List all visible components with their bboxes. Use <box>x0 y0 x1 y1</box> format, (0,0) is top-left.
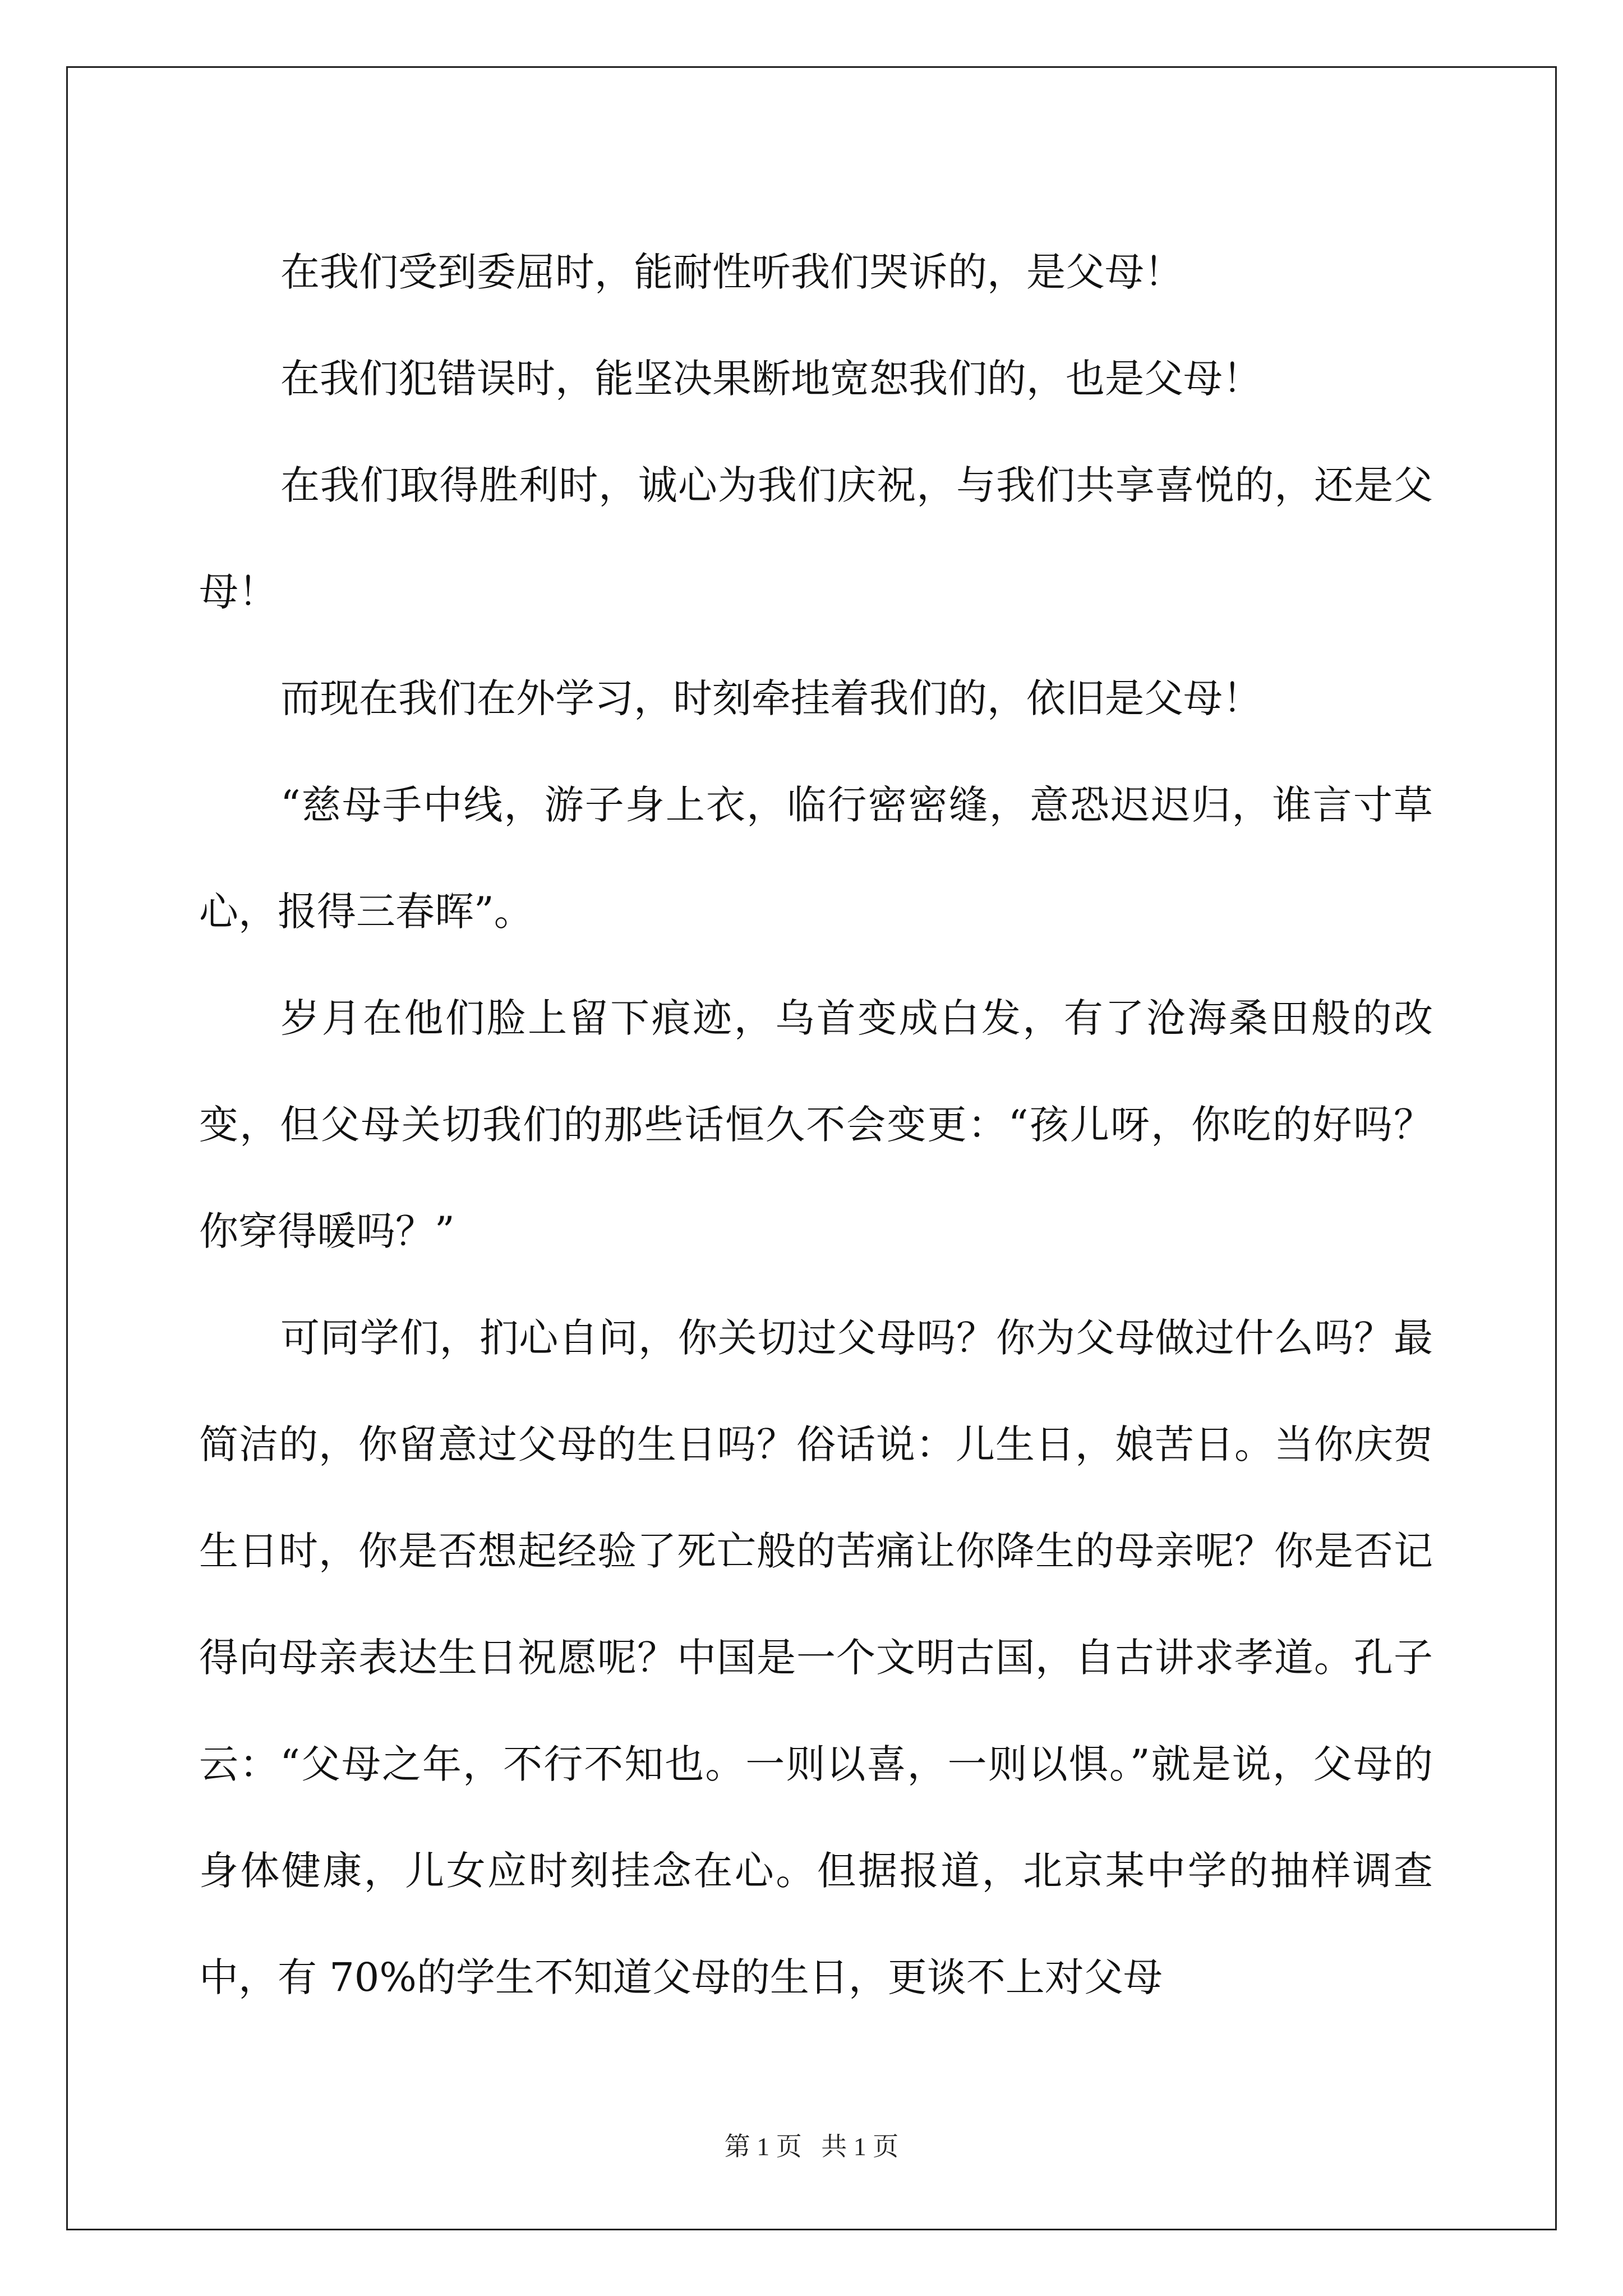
paragraph: 而现在我们在外学习，时刻牵挂着我们的，依旧是父母！ <box>280 675 1262 721</box>
page-number: 第 1 页 <box>724 2132 802 2161</box>
page-total: 共 1 页 <box>821 2132 899 2161</box>
paragraph: “慈母手中线，游子身上衣，临行密密缝，意恐迟迟归，谁言寸草心，报得三春晖”。 <box>199 782 1433 935</box>
paragraph: 在我们受到委屈时，能耐性听我们哭诉的，是父母！ <box>280 249 1183 295</box>
paragraph: 在我们取得胜利时，诚心为我们庆祝，与我们共享喜悦的，还是父母！ <box>199 462 1433 615</box>
paragraph: 岁月在他们脸上留下痕迹，乌首变成白发，有了沧海桑田般的改变，但父母关切我们的那些话恒久不会变更：“孩儿呀，你吃的好吗？你穿得暖吗？” <box>199 995 1433 1254</box>
document-body <box>199 219 1433 2031</box>
paragraph: 可同学们，扪心自问，你关切过父母吗？你为父母做过什么吗？最简洁的，你留意过父母的生日吗？俗话说：儿生日，娘苦日。当你庆贺生日时，你是否想起经验了死亡般的苦痛让你降生的母亲呢？你是否记得向母亲表达生日祝愿呢？中国是一个文明古国，自古讲求孝道。孔子云：“父母之年，不行不知也。一则以喜，一则以惧。”就是说，父母的身体健康，儿女应时刻挂念在心。但据报道，北京某中学的抽样调查中，有 70%的学生不知道父母的生日，更谈不上对父母 <box>199 1315 1433 2000</box>
page-footer <box>0 2126 1623 2163</box>
paragraph: 在我们犯错误时，能坚决果断地宽恕我们的，也是父母！ <box>280 356 1262 402</box>
